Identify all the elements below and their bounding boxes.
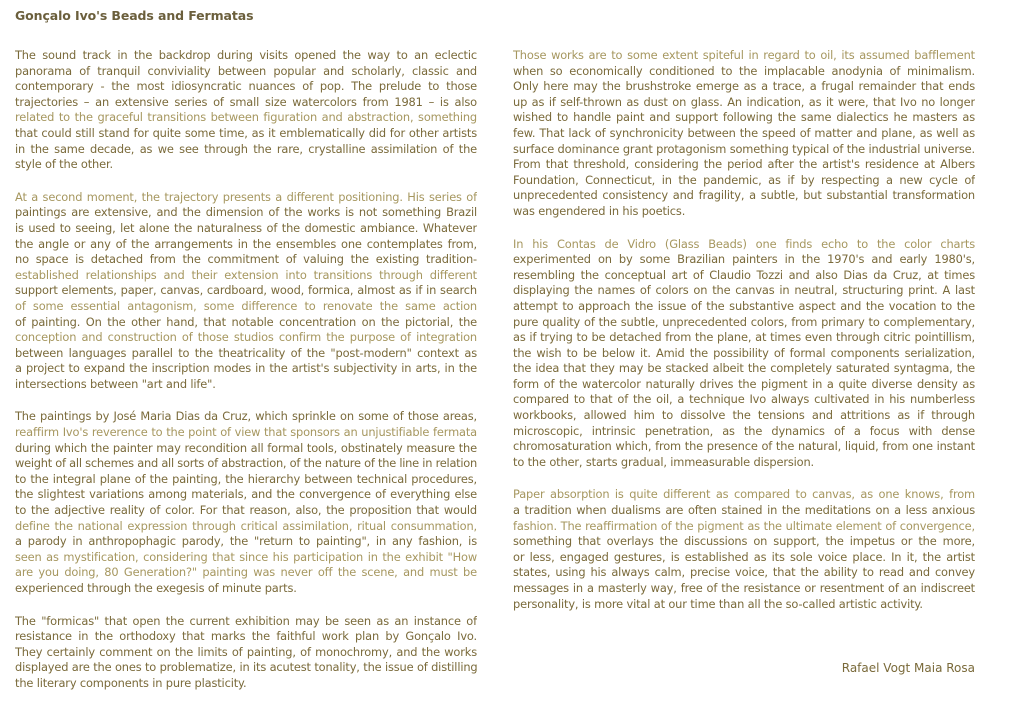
paragraph	[513, 237, 975, 471]
text-line: that could still stand for quite some time, as it emblematically did for other artists	[15, 125, 477, 140]
text-line: of some essential antagonism, some difference to renovate the same action	[15, 298, 477, 313]
right-column	[513, 48, 975, 629]
text-line: The paintings by José Maria Dias da Cruz, which sprinkle on some of those areas,	[15, 409, 477, 424]
text-line: when so economically conditioned to the implacable anodynia of minimalism.	[513, 63, 975, 78]
text-line: workbooks, allowed him to dissolve the tensions and attritions as if through	[513, 408, 975, 423]
text-line: states, using his always calm, precise voice, that the ability to read and convey	[513, 565, 975, 580]
paragraph	[15, 190, 477, 393]
text-line: no space is detached from the commitment of valuing the existing tradition-	[15, 252, 477, 267]
text-line: up as if self-thrown as dust on glass. An indication, as it were, that Ivo no longer	[513, 94, 975, 109]
text-line: experienced through the exegesis of minute parts.	[15, 581, 297, 595]
article-title: Gonçalo Ivo's Beads and Fermatas	[15, 8, 254, 23]
text-line: wished to handle paint and support following the same dialectics he masters as	[513, 110, 975, 125]
text-line: chromosaturation which, from the presence of the natural, liquid, from one instant	[513, 439, 975, 454]
text-line: Foundation, Connecticut, in the pandemic, as if by respecting a new cycle of	[513, 172, 975, 187]
text-line: intersections between "art and life".	[15, 376, 216, 391]
text-line: the slightest variations among materials, and the convergence of everything else	[15, 487, 477, 502]
text-line: Only here may the brushstroke emerge as a trace, a frugal remainder that ends	[513, 79, 975, 94]
text-line: a parody in anthropophagic parody, the "return to painting", in any fashion, is	[15, 534, 477, 549]
text-line: personality, is more vital at our time than all the so-called artistic activity.	[513, 596, 923, 611]
author-signature: Rafael Vogt Maia Rosa	[841, 661, 975, 675]
text-line: of painting. On the other hand, that notable concentration on the pictorial, the	[15, 314, 477, 329]
text-line: between languages parallel to the theatricality of the "post-modern" context as	[15, 345, 477, 360]
text-line: Paper absorption is quite different as compared to canvas, as one knows, from	[513, 487, 975, 502]
paragraph	[15, 409, 477, 596]
text-line: compared to that of the oil, a technique Ivo always cultivated in his numberless	[513, 392, 975, 407]
text-line: messages in a masterly way, free of the resistance or resentment of an indiscreet	[513, 581, 975, 595]
text-line: They certainly comment on the limits of painting, of monochromy, and the works	[15, 644, 477, 659]
text-line: microscopic, intrinsic penetration, as the dynamics of a focus with dense	[513, 423, 975, 438]
text-line: conception and construction of those studios confirm the purpose of integration	[15, 330, 477, 345]
text-line: the angle or any of the arrangements in the ensembles one contemplates from,	[15, 236, 477, 251]
text-line: related to the graceful transitions between figuration and abstraction, something	[15, 110, 477, 125]
text-line: few. That lack of synchronicity between the speed of matter and plane, as well as	[513, 125, 975, 140]
text-line: The "formicas" that open the current exhibition may be seen as an instance of	[15, 613, 477, 628]
text-line: are you doing, 80 Generation?" painting was never off the scene, and must be	[15, 565, 477, 580]
text-line: experimented on by some Brazilian painters in the 1970's and early 1980's,	[513, 252, 975, 267]
text-line: displayed are the ones to problematize, in its acutest tonality, the issue of distilling	[15, 660, 477, 675]
text-line: panorama of tranquil conviviality between popular and scholarly, classic and	[15, 63, 477, 78]
text-line: paintings are extensive, and the dimension of the works is not something Brazil	[15, 205, 477, 220]
text-line: in the same decade, as we see through the rare, crystalline assimilation of the	[15, 141, 477, 156]
text-line: the idea that they may be stacked albeit the completely saturated syntagma, the	[513, 361, 975, 376]
text-line: In his Contas de Vidro (Glass Beads) one finds echo to the color charts	[513, 236, 975, 251]
text-line: to the other, starts gradual, immeasurable dispersion.	[513, 454, 815, 469]
paragraph	[15, 48, 477, 173]
text-line: weight of all schemes and all sorts of abstraction, of the nature of the line in relation	[15, 456, 477, 471]
text-line: the literary components in pure plasticity.	[15, 675, 247, 690]
text-line: unprecedented consistency and fragility, a subtle, but substantial transformation	[513, 188, 975, 203]
text-line: define the national expression through critical assimilation, ritual consummation,	[15, 518, 477, 533]
text-line: seen as mystification, considering that since his participation in the exhibit "How	[15, 549, 477, 564]
text-line: established relationships and their extension into transitions through different	[15, 267, 477, 282]
text-line: fashion. The reaffirmation of the pigment as the ultimate element of convergence,	[513, 518, 975, 533]
text-line: to the adjective reality of color. For that reason, also, the proposition that would	[15, 503, 477, 518]
text-line: form of the watercolor naturally drives the pigment in a quite diverse density as	[513, 376, 975, 391]
text-line: was engendered in his poetics.	[513, 203, 686, 218]
text-line: the wish to be below it. Amid the possibility of formal components serialization,	[513, 345, 975, 360]
text-line: resembling the conceptual art of Claudio Tozzi and also Dias da Cruz, at times	[513, 267, 975, 282]
text-line: At a second moment, the trajectory presents a different positioning. His series of	[15, 189, 477, 204]
text-line: support elements, paper, canvas, cardboard, wood, formica, almost as if in search	[15, 283, 477, 298]
text-line: style of the other.	[15, 157, 113, 172]
text-line: trajectories – an extensive series of small size watercolors from 1981 – is also	[15, 94, 477, 109]
text-line: contemporary - the most idiosyncratic nuances of pop. The prelude to those	[15, 79, 477, 94]
text-line: Those works are to some extent spiteful in regard to oil, its assumed bafflement	[513, 48, 975, 62]
text-line: From that threshold, considering the period after the artist's residence at Albers	[513, 157, 975, 172]
text-line: pure quality of the subtle, unprecedented colors, from primary to complementary,	[513, 314, 975, 329]
text-line: a project to expand the inscription modes in the artist's subjectivity in arts, in the	[15, 361, 477, 376]
left-column	[15, 48, 477, 709]
text-line: reaffirm Ivo's reverence to the point of view that sponsors an unjustifiable fermata	[15, 425, 477, 440]
text-line: attempt to approach the issue of the substantive aspect and the vocation to the	[513, 298, 975, 313]
text-line: as if trying to be detached from the plane, at times even through citric pointillism,	[513, 330, 975, 345]
paragraph	[513, 48, 975, 220]
paragraph	[15, 614, 477, 692]
text-line: resistance in the orthodoxy that marks the faithful work plan by Gonçalo Ivo.	[15, 629, 477, 644]
text-line: something that overlays the discussions on support, the impetus or the more,	[513, 534, 975, 549]
text-line: or less, engaged gestures, is established as its sole voice place. In it, the artist	[513, 549, 975, 564]
text-line: The sound track in the backdrop during visits opened the way to an eclectic	[15, 48, 477, 62]
text-line: a tradition when dualisms are often stained in the meditations on a less anxious	[513, 503, 975, 518]
text-line: to the integral plane of the painting, the hierarchy between technical procedures,	[15, 471, 477, 486]
text-line: during which the painter may recondition all formal tools, obstinately measure the	[15, 440, 477, 455]
text-line: displaying the names of colors on the canvas in neutral, structuring print. A last	[513, 283, 975, 298]
text-line: is used to seeing, let alone the naturalness of the domestic ambiance. Whatever	[15, 220, 477, 235]
paragraph	[513, 487, 975, 612]
text-line: surface dominance grant protagonism something typical of the industrial universe.	[513, 141, 975, 156]
